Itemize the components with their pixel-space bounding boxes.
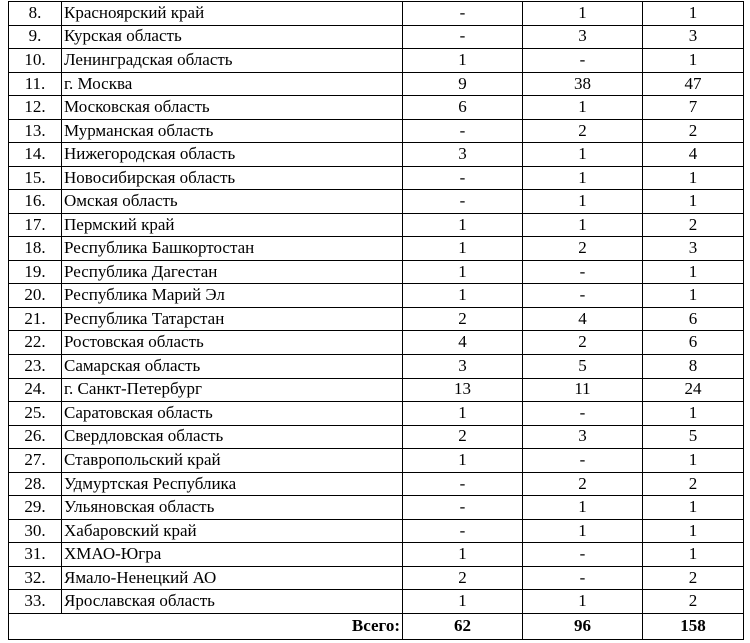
- value-cell: 6: [403, 96, 523, 120]
- value-cell: -: [403, 190, 523, 214]
- row-index-cell: 31.: [9, 543, 62, 567]
- table-row: [9, 2, 744, 26]
- total-label: Всего:: [9, 614, 403, 640]
- region-cell: ХМАО-Югра: [62, 543, 403, 567]
- value-cell: 3: [403, 354, 523, 378]
- total-row: [9, 614, 744, 640]
- region-cell: Новосибирская область: [62, 166, 403, 190]
- value-cell: 1: [403, 284, 523, 308]
- value-cell: -: [523, 49, 643, 73]
- row-index-cell: 12.: [9, 96, 62, 120]
- value-cell: 5: [523, 354, 643, 378]
- total-value-cell: 96: [523, 614, 643, 640]
- value-cell: 2: [403, 307, 523, 331]
- table-row: [9, 166, 744, 190]
- value-cell: 1: [643, 519, 744, 543]
- region-cell: Самарская область: [62, 354, 403, 378]
- value-cell: 3: [523, 425, 643, 449]
- value-cell: 1: [523, 166, 643, 190]
- row-index-cell: 17.: [9, 213, 62, 237]
- value-cell: 1: [643, 543, 744, 567]
- row-index-cell: 33.: [9, 590, 62, 614]
- row-index-cell: 13.: [9, 119, 62, 143]
- value-cell: 1: [643, 190, 744, 214]
- value-cell: 8: [643, 354, 744, 378]
- table-row: [9, 378, 744, 402]
- value-cell: 7: [643, 96, 744, 120]
- value-cell: 1: [643, 260, 744, 284]
- table-row: [9, 307, 744, 331]
- value-cell: 6: [643, 307, 744, 331]
- region-cell: Ленинградская область: [62, 49, 403, 73]
- region-cell: Свердловская область: [62, 425, 403, 449]
- value-cell: 4: [403, 331, 523, 355]
- table-body: [9, 2, 744, 614]
- value-cell: -: [403, 25, 523, 49]
- value-cell: 4: [643, 143, 744, 167]
- row-index-cell: 8.: [9, 2, 62, 26]
- table-row: [9, 590, 744, 614]
- table-row: [9, 143, 744, 167]
- value-cell: 13: [403, 378, 523, 402]
- table-row: [9, 49, 744, 73]
- value-cell: 1: [643, 49, 744, 73]
- value-cell: 1: [643, 449, 744, 473]
- region-cell: Ямало-Ненецкий АО: [62, 566, 403, 590]
- row-index-cell: 21.: [9, 307, 62, 331]
- value-cell: 1: [523, 590, 643, 614]
- value-cell: 1: [523, 96, 643, 120]
- value-cell: 3: [403, 143, 523, 167]
- region-cell: Ярославская область: [62, 590, 403, 614]
- value-cell: 2: [643, 472, 744, 496]
- value-cell: 3: [523, 25, 643, 49]
- region-cell: Республика Марий Эл: [62, 284, 403, 308]
- table-row: [9, 25, 744, 49]
- region-cell: Красноярский край: [62, 2, 403, 26]
- region-cell: Республика Башкортостан: [62, 237, 403, 261]
- region-cell: Удмуртская Республика: [62, 472, 403, 496]
- value-cell: 2: [523, 237, 643, 261]
- region-cell: Омская область: [62, 190, 403, 214]
- table-row: [9, 213, 744, 237]
- region-cell: Курская область: [62, 25, 403, 49]
- value-cell: 2: [643, 566, 744, 590]
- value-cell: -: [403, 2, 523, 26]
- value-cell: 1: [643, 284, 744, 308]
- value-cell: 2: [523, 331, 643, 355]
- value-cell: -: [403, 519, 523, 543]
- row-index-cell: 18.: [9, 237, 62, 261]
- value-cell: -: [403, 472, 523, 496]
- region-cell: г. Санкт-Петербург: [62, 378, 403, 402]
- row-index-cell: 10.: [9, 49, 62, 73]
- value-cell: 1: [403, 260, 523, 284]
- value-cell: -: [523, 402, 643, 426]
- region-cell: Саратовская область: [62, 402, 403, 426]
- row-index-cell: 16.: [9, 190, 62, 214]
- table-row: [9, 331, 744, 355]
- region-cell: Ульяновская область: [62, 496, 403, 520]
- value-cell: 1: [403, 449, 523, 473]
- table-row: [9, 354, 744, 378]
- row-index-cell: 22.: [9, 331, 62, 355]
- value-cell: -: [403, 496, 523, 520]
- value-cell: 1: [403, 237, 523, 261]
- value-cell: 1: [403, 402, 523, 426]
- value-cell: 1: [523, 519, 643, 543]
- value-cell: -: [523, 449, 643, 473]
- region-cell: Мурманская область: [62, 119, 403, 143]
- table-row: [9, 472, 744, 496]
- value-cell: 1: [523, 143, 643, 167]
- value-cell: 3: [643, 25, 744, 49]
- value-cell: -: [403, 119, 523, 143]
- row-index-cell: 29.: [9, 496, 62, 520]
- value-cell: 2: [403, 566, 523, 590]
- value-cell: 1: [403, 543, 523, 567]
- region-cell: Нижегородская область: [62, 143, 403, 167]
- table-row: [9, 237, 744, 261]
- row-index-cell: 19.: [9, 260, 62, 284]
- value-cell: 1: [523, 190, 643, 214]
- value-cell: 5: [643, 425, 744, 449]
- table-row: [9, 449, 744, 473]
- value-cell: 1: [523, 496, 643, 520]
- value-cell: 1: [403, 49, 523, 73]
- region-cell: Республика Дагестан: [62, 260, 403, 284]
- value-cell: 38: [523, 72, 643, 96]
- value-cell: -: [523, 260, 643, 284]
- table-row: [9, 72, 744, 96]
- region-cell: Республика Татарстан: [62, 307, 403, 331]
- value-cell: -: [523, 543, 643, 567]
- row-index-cell: 25.: [9, 402, 62, 426]
- table-row: [9, 96, 744, 120]
- value-cell: 24: [643, 378, 744, 402]
- value-cell: 2: [643, 590, 744, 614]
- row-index-cell: 23.: [9, 354, 62, 378]
- region-cell: Хабаровский край: [62, 519, 403, 543]
- row-index-cell: 30.: [9, 519, 62, 543]
- value-cell: 1: [523, 213, 643, 237]
- region-cell: Ростовская область: [62, 331, 403, 355]
- table-row: [9, 425, 744, 449]
- value-cell: 2: [523, 119, 643, 143]
- value-cell: 4: [523, 307, 643, 331]
- row-index-cell: 11.: [9, 72, 62, 96]
- row-index-cell: 28.: [9, 472, 62, 496]
- value-cell: 1: [523, 2, 643, 26]
- row-index-cell: 9.: [9, 25, 62, 49]
- value-cell: -: [523, 284, 643, 308]
- table-row: [9, 566, 744, 590]
- value-cell: 1: [643, 166, 744, 190]
- table-row: [9, 402, 744, 426]
- region-cell: г. Москва: [62, 72, 403, 96]
- table-row: [9, 496, 744, 520]
- value-cell: 6: [643, 331, 744, 355]
- table-row: [9, 284, 744, 308]
- value-cell: 9: [403, 72, 523, 96]
- row-index-cell: 15.: [9, 166, 62, 190]
- value-cell: 11: [523, 378, 643, 402]
- region-cell: Пермский край: [62, 213, 403, 237]
- value-cell: 3: [643, 237, 744, 261]
- row-index-cell: 26.: [9, 425, 62, 449]
- table-row: [9, 543, 744, 567]
- region-cell: Московская область: [62, 96, 403, 120]
- value-cell: -: [523, 566, 643, 590]
- row-index-cell: 27.: [9, 449, 62, 473]
- value-cell: 2: [643, 119, 744, 143]
- table-row: [9, 519, 744, 543]
- value-cell: 1: [643, 496, 744, 520]
- value-cell: 2: [643, 213, 744, 237]
- total-value-cell: 158: [643, 614, 744, 640]
- row-index-cell: 14.: [9, 143, 62, 167]
- row-index-cell: 20.: [9, 284, 62, 308]
- value-cell: 1: [643, 2, 744, 26]
- value-cell: 2: [403, 425, 523, 449]
- row-index-cell: 32.: [9, 566, 62, 590]
- value-cell: 1: [643, 402, 744, 426]
- total-value-cell: 62: [403, 614, 523, 640]
- value-cell: 47: [643, 72, 744, 96]
- region-cell: Ставропольский край: [62, 449, 403, 473]
- table-row: [9, 119, 744, 143]
- value-cell: 2: [523, 472, 643, 496]
- value-cell: 1: [403, 213, 523, 237]
- value-cell: -: [403, 166, 523, 190]
- table-row: [9, 260, 744, 284]
- row-index-cell: 24.: [9, 378, 62, 402]
- table-row: [9, 190, 744, 214]
- regions-table: [8, 1, 744, 640]
- value-cell: 1: [403, 590, 523, 614]
